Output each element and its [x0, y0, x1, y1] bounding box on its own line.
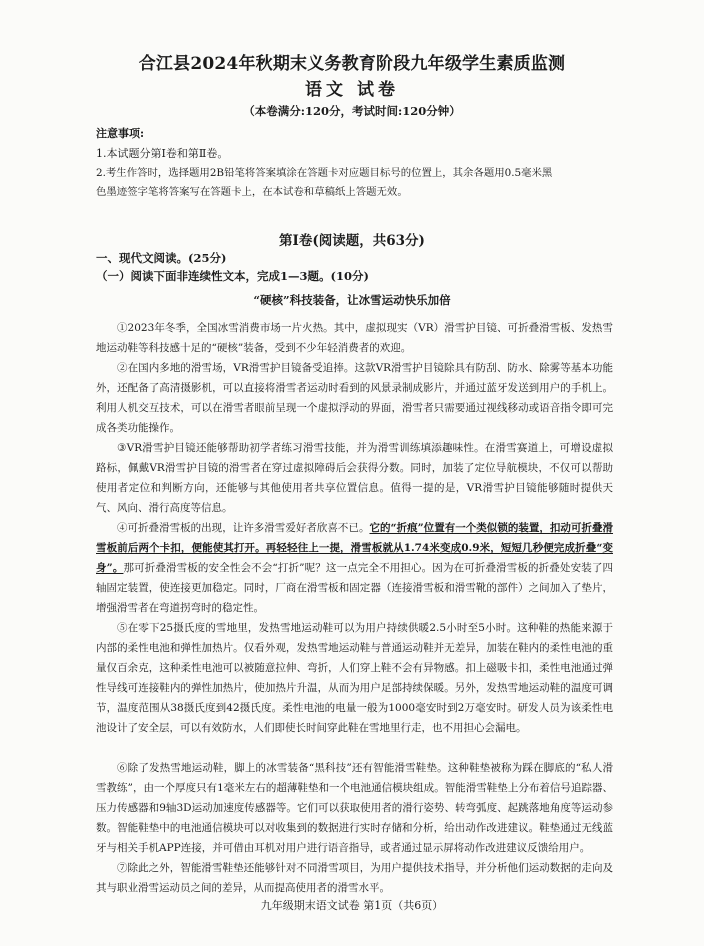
notes-label: 注意事项: — [96, 127, 145, 140]
notes-item-2-line-2: 色墨迹签字笔将答案写在答题卡上，在本试卷和草稿纸上答题无效。 — [96, 186, 408, 198]
paragraph-4-underlined: 它的“折痕”位置有一个类似锁的装置，扣动可折叠滑雪板前后两个卡扣，便能使其打开。再轻轻往上一提，滑雪板就从1.74米变成0.9米，短短几秒便完成折叠“变身”。 — [96, 522, 614, 575]
paragraph-4 — [96, 518, 613, 618]
notes-item-2-line-1: 2.考生作答时，选择题用2B铅笔将答案填涂在答题卡对应题目标号的位置上，其余各题用0.5毫米黑 — [96, 167, 553, 179]
exam-title: 合江县2024年秋期末义务教育阶段九年级学生素质监测 — [138, 54, 566, 74]
part-heading: 一、现代文阅读。(25分) — [96, 251, 227, 265]
notes-item-1: 1.本试题分第Ⅰ卷和第Ⅱ卷。 — [96, 147, 229, 160]
paragraph-6: ⑥除了发热雪地运动鞋，脚上的冰雪装备“黑科技”还有智能滑雪鞋垫。这种鞋垫被称为踩在脚底的“私人滑雪教练”，由一个厚度只有1毫米左右的超薄鞋垫和一个电池通信模块组成。智能滑雪鞋垫上分布着信号追踪器、压力传感器和9轴3D运动加速度传感器等。它们可以获取使用者的滑行姿势、转弯弧度、起跳落地角度等运动参数。智能鞋垫中的电池通信模块可以对收集到的数据进行实时存储和分析，给出动作改进建议。鞋垫通过无线蓝牙与相关手机APP连接，并可借由耳机对用户进行语音指导，或者通过显示屏将动作改进建议反馈给用户。 — [96, 762, 613, 855]
score-note: （本卷满分:120分，考试时间:120分钟） — [243, 104, 461, 118]
page-footer: 九年级期末语文试卷 第1页（共6页） — [260, 899, 444, 912]
paragraph-7: ⑦除此之外，智能滑雪鞋垫还能够针对不同滑雪项目，为用户提供技术指导，并分析他们运动数据的走向及其与职业滑雪运动员之间的差异，从而提高使用者的滑雪水平。 — [96, 862, 613, 895]
section-title: 第Ⅰ卷(阅读题，共63分) — [279, 233, 425, 249]
paragraph-5: ⑤在零下25摄氏度的雪地里，发热雪地运动鞋可以为用户持续供暖2.5小时至5小时。这种鞋的热能来源于内部的柔性电池和弹性加热片。仅看外观，发热雪地运动鞋与普通运动鞋并无差异，加装在鞋内的柔性电池的重量仅百余克，这种柔性电池可以被随意拉伸、弯折，人们穿上鞋不会有异物感。扣上磁吸卡扣，柔性电池通过弹性导线可连接鞋内的弹性加热片，使加热片升温，从而为用户足部持续保暖。另外，发热雪地运动鞋的温度可调节，温度范围从38摄氏度到42摄氏度。柔性电池的电量一般为1000毫安时到2万毫安时。研发人员为该柔性电池设计了安全层，可以有效防水，人们即使长时间穿此鞋在雪地里行走，也不用担心会漏电。 — [96, 622, 613, 735]
exam-subject: 语文 试卷 — [305, 80, 399, 100]
paragraph-4-rest: 那可折叠滑雪板的安全性会不会“打折”呢？这一点完全不用担心。因为在可折叠滑雪板的折叠处安装了四轴固定装置，使连接更加稳定。同时，厂商在滑雪板和固定器（连接滑雪板和滑雪靴的部件）之间加入了垫片，增强滑雪者在弯道拐弯时的稳定性。 — [96, 562, 613, 615]
paragraph-4-intro: ④可折叠滑雪板的出现，让许多滑雪爱好者欣喜不已。 — [117, 522, 370, 534]
paragraph-1: ①2023年冬季，全国冰雪消费市场一片火热。其中，虚拟现实（VR）滑雪护目镜、可折叠滑雪板、发热雪地运动鞋等科技感十足的“硬核”装备，受到不少年轻消费者的欢迎。 — [96, 322, 613, 355]
part-subheading: （一）阅读下面非连续性文本，完成1—3题。(10分) — [96, 269, 369, 283]
article-title: “硬核”科技装备，让冰雪运动快乐加倍 — [253, 293, 451, 307]
paragraph-2: ②在国内多地的滑雪场，VR滑雪护目镜备受追捧。这款VR滑雪护目镜除具有防刮、防水、除雾等基本功能外，还配备了高清摄影机，可以直接将滑雪者运动时看到的风景录制成影片，并通过蓝牙发送到用户的手机上。利用人机交互技术，可以在滑雪者眼前呈现一个虚拟浮动的界面，滑雪者只需要通过视线移动或语音指令即可完成各类功能操作。 — [96, 362, 613, 435]
paragraph-3: ③VR滑雪护目镜还能够帮助初学者练习滑雪技能，并为滑雪训练填添趣味性。在滑雪赛道上，可增设虚拟路标，佩戴VR滑雪护目镜的滑雪者在穿过虚拟障碍后会获得分数。同时，加装了定位导航模块，不仅可以帮助使用者定位和判断方向，还能够与其他使用者共享位置信息。值得一提的是，VR滑雪护目镜能够随时提供天气、风向、滑行高度等信息。 — [96, 442, 613, 515]
